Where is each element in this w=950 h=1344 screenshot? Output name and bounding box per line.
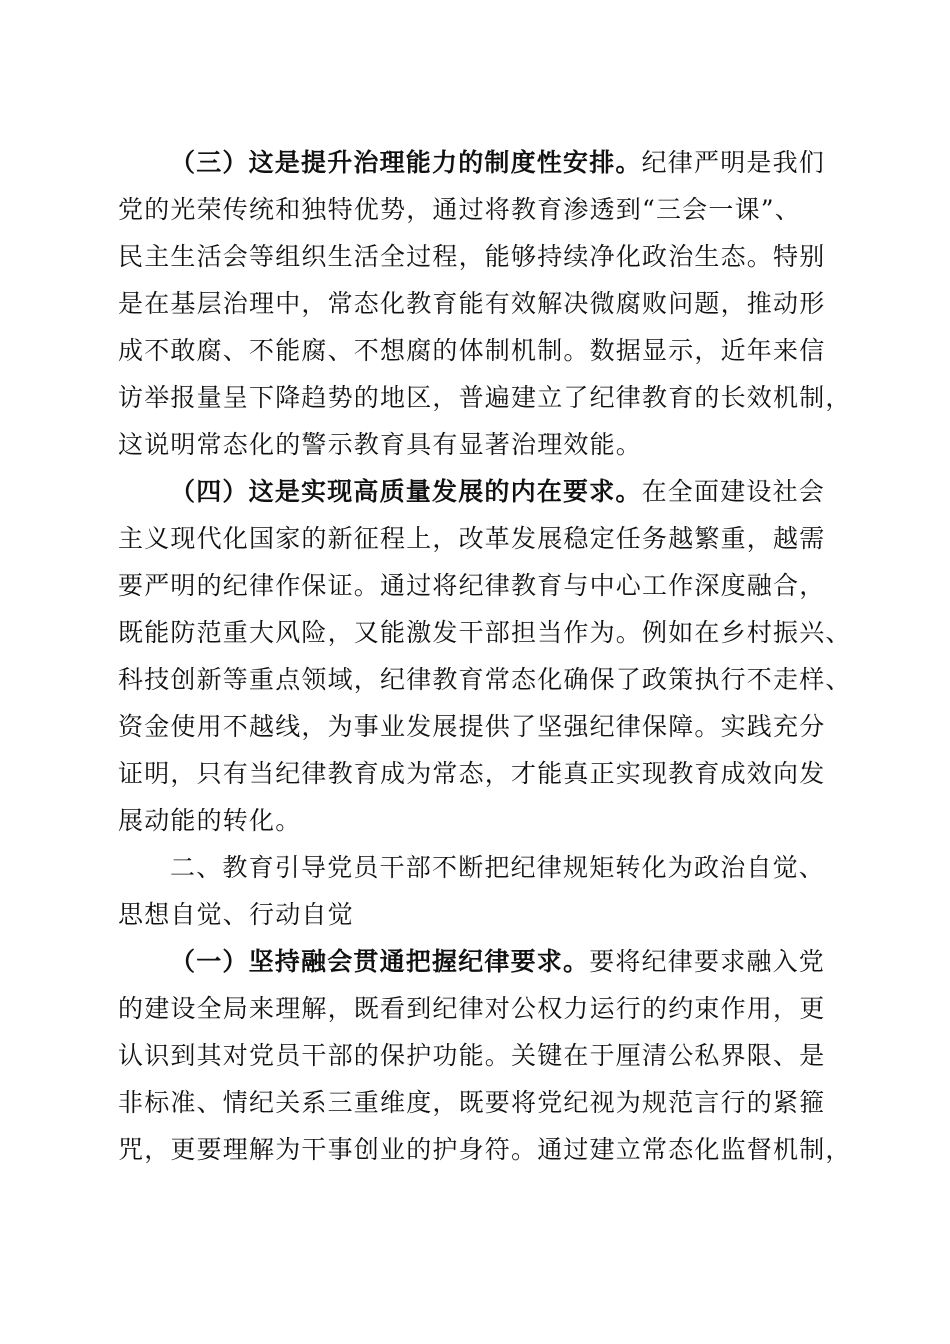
paragraph-next-line-1-rest: 要将纪律要求融入党 [589, 947, 826, 976]
paragraph-3-line-4: 是在基层治理中，常态化教育能有效解决微腐败问题，推动形 [118, 289, 826, 318]
section-heading-line-2: 思想自觉、行动自觉 [118, 900, 354, 929]
paragraph-next-line-4: 非标准、情纪关系三重维度，既要将党纪视为规范言行的紧箍 [118, 1088, 826, 1117]
paragraph-3-line-7: 这说明常态化的警示教育具有显著治理效能。 [118, 430, 643, 459]
paragraph-4-line-7: 证明，只有当纪律教育成为常态，才能真正实现教育成效向发 [118, 759, 826, 788]
paragraph-next-line-5: 咒，更要理解为干事创业的护身符。通过建立常态化监督机制， [118, 1135, 852, 1164]
paragraph-next-lead: （一）坚持融会贯通把握纪律要求。 [170, 947, 590, 976]
paragraph-3-lead: （三）这是提升治理能力的制度性安排。 [170, 148, 642, 177]
paragraph-4-line-4: 既能防范重大风险，又能激发干部担当作为。例如在乡村振兴、 [118, 618, 852, 647]
paragraph-next-line-3: 认识到其对党员干部的保护功能。关键在于厘清公私界限、是 [118, 1041, 826, 1070]
paragraph-4-line-1-rest: 在全面建设社会 [641, 477, 826, 506]
paragraph-next-line-2: 的建设全局来理解，既看到纪律对公权力运行的约束作用，更 [118, 994, 826, 1023]
paragraph-4-line-3: 要严明的纪律作保证。通过将纪律教育与中心工作深度融合， [118, 571, 826, 600]
paragraph-4-line-5: 科技创新等重点领域，纪律教育常态化确保了政策执行不走样、 [118, 665, 852, 694]
paragraph-3-line-2: 党的光荣传统和独特优势，通过将教育渗透到“三会一课”、 [118, 195, 801, 224]
section-heading-line-1: 二、教育引导党员干部不断把纪律规矩转化为政治自觉、 [170, 853, 826, 882]
paragraph-4-line-6: 资金使用不越线，为事业发展提供了坚强纪律保障。实践充分 [118, 712, 826, 741]
paragraph-3-line-6: 访举报量呈下降趋势的地区，普遍建立了纪律教育的长效机制， [118, 383, 852, 412]
paragraph-4-lead: （四）这是实现高质量发展的内在要求。 [170, 477, 642, 506]
paragraph-next-line-1 [170, 946, 950, 978]
paragraph-4-line-8: 展动能的转化。 [118, 806, 302, 835]
paragraph-4-line-2: 主义现代化国家的新征程上，改革发展稳定任务越繁重，越需 [118, 524, 826, 553]
paragraph-3-line-3: 民主生活会等组织生活全过程，能够持续净化政治生态。特别 [118, 242, 826, 271]
paragraph-3-line-1-rest: 纪律严明是我们 [641, 148, 826, 177]
paragraph-3-line-5: 成不敢腐、不能腐、不想腐的体制机制。数据显示，近年来信 [118, 336, 826, 365]
